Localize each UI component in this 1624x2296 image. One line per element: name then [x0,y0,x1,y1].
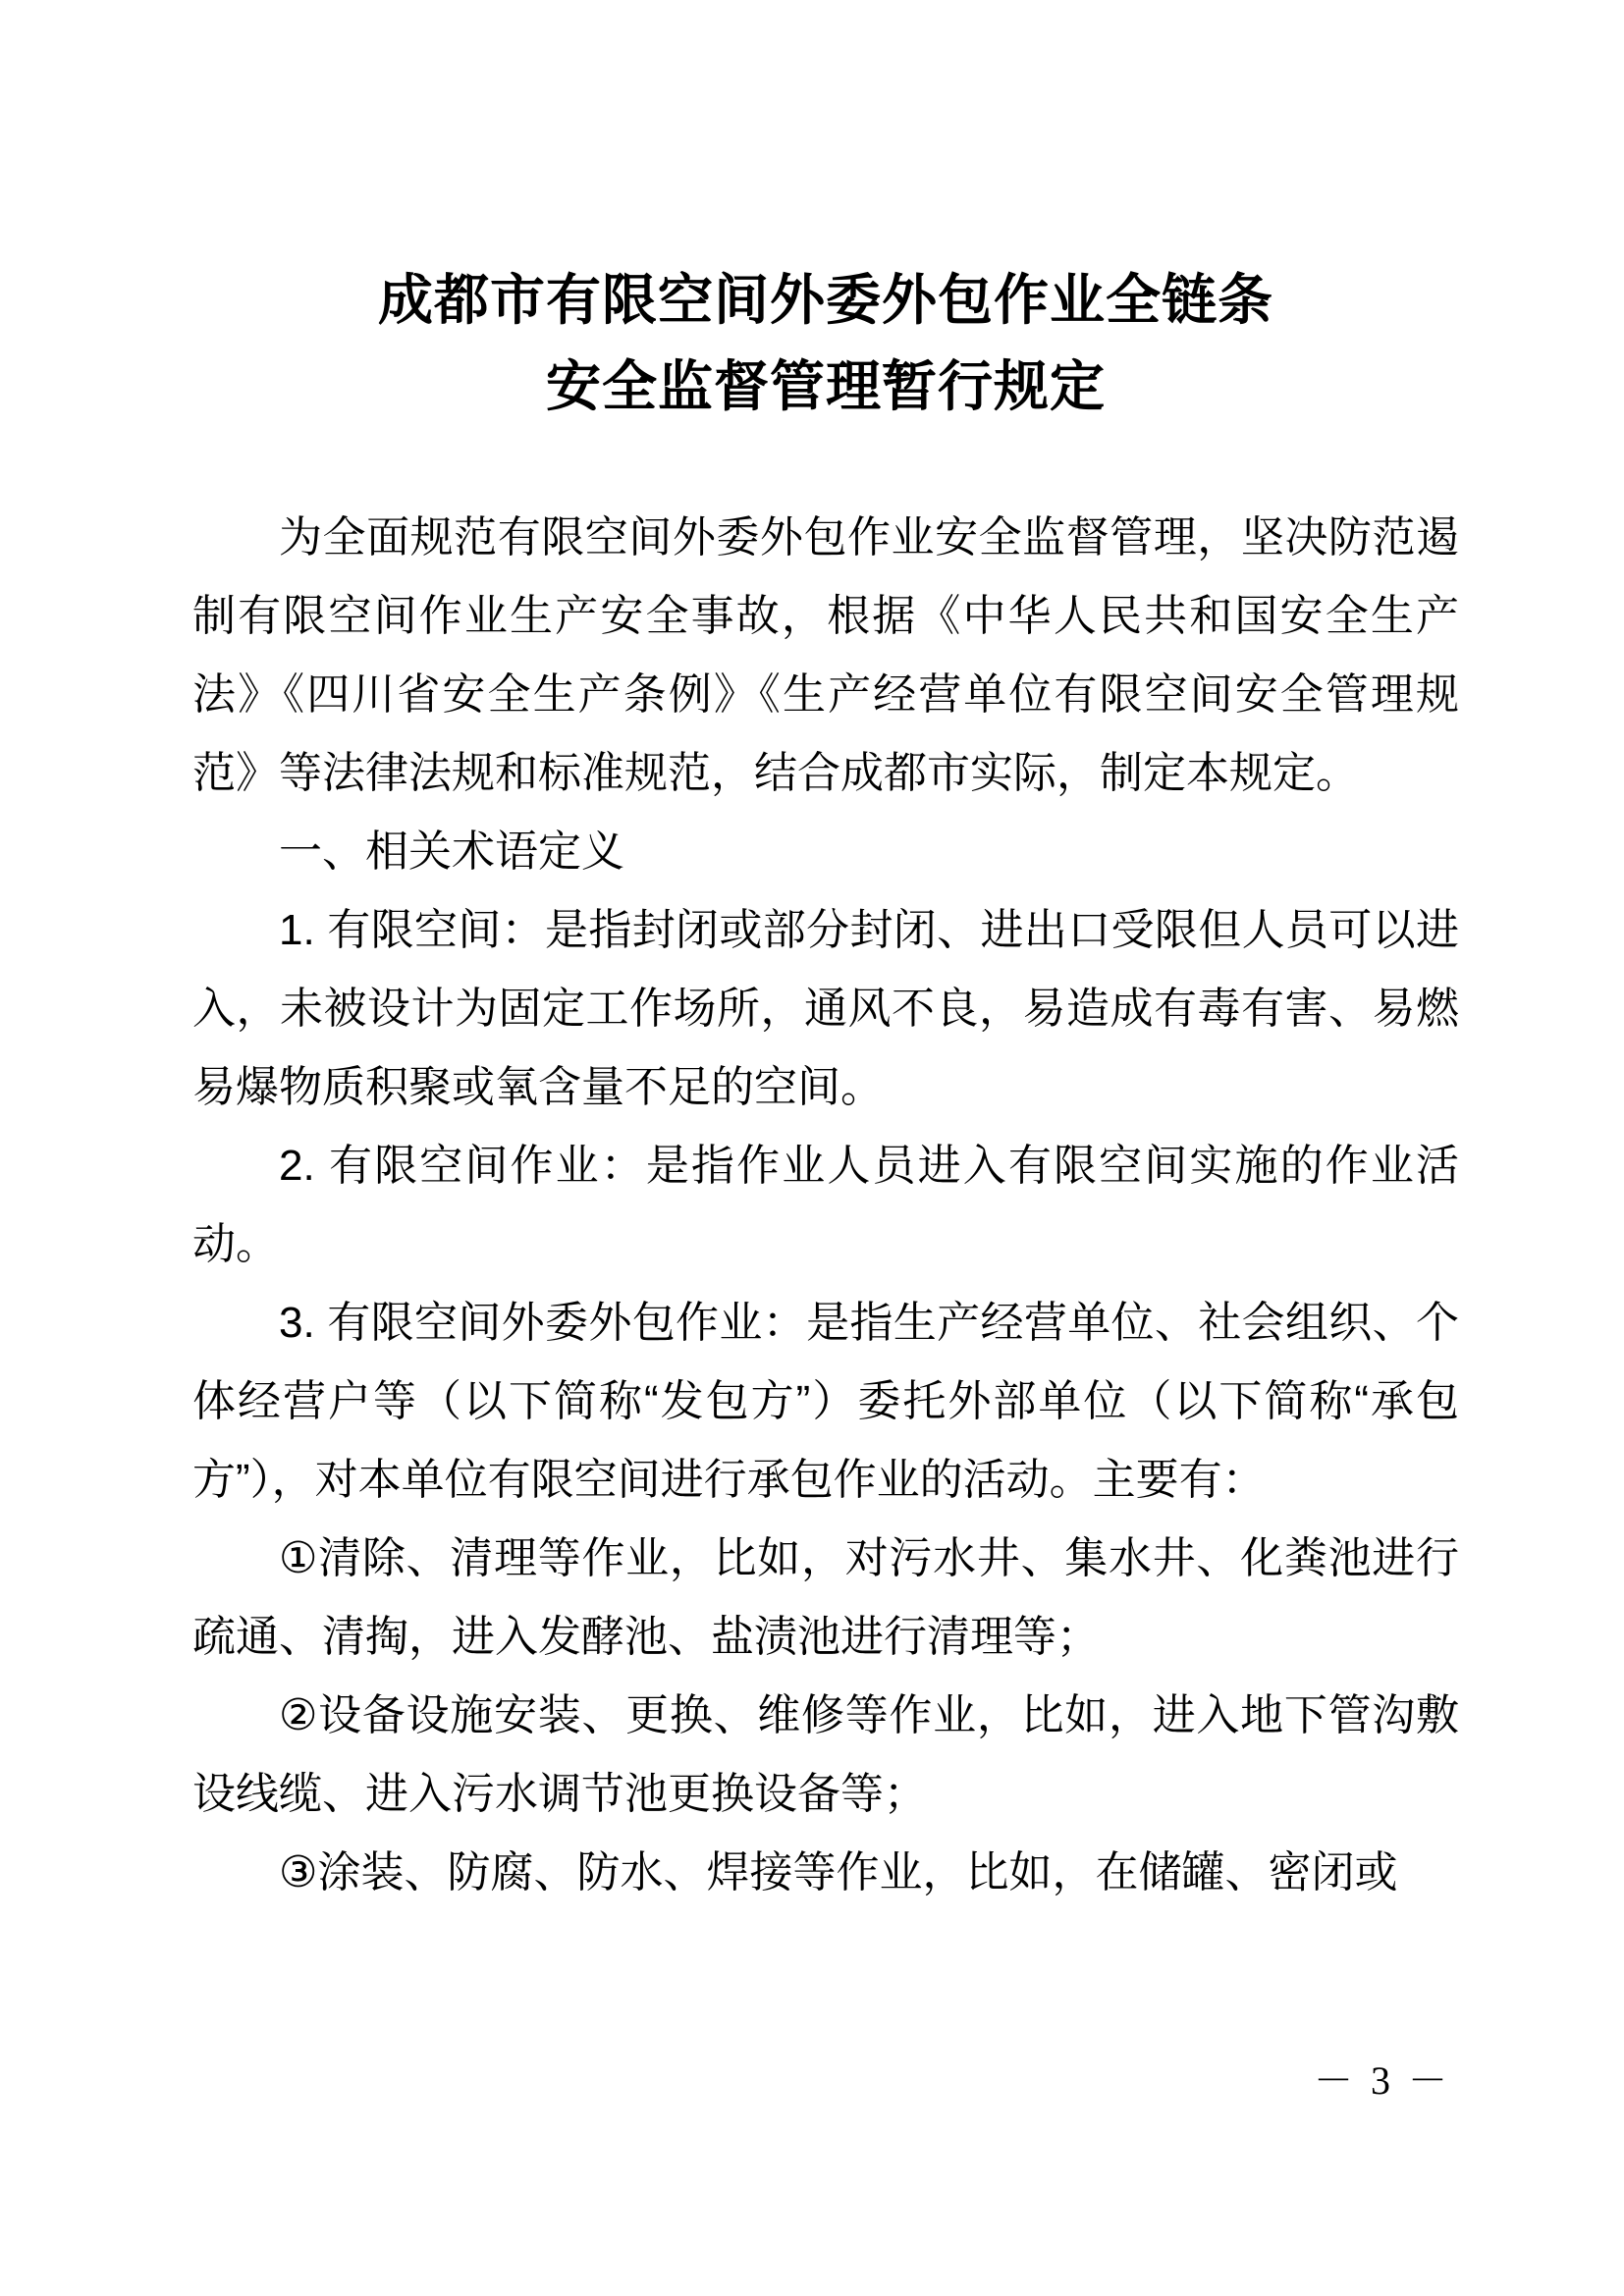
paragraph-term-1: 1. 有限空间：是指封闭或部分封闭、进出口受限但人员可以进入，未被设计为固定工作场所，通风不良，易造成有毒有害、易燃易爆物质积聚或氧含量不足的空间。 [192,906,1459,1111]
paragraph-preamble: 为全面规范有限空间外委外包作业安全监督管理，坚决防范遏制有限空间作业生产安全事故，根据《中华人民共和国安全生产法》《四川省安全生产条例》《生产经营单位有限空间安全管理规范》等法律法规和标准规范，结合成都市实际，制定本规定。 [192,513,1459,797]
title-line-1: 成都市有限空间外委外包作业全链条 [378,269,1273,331]
page-content [192,0,1459,1912]
paragraph-term-3: 3. 有限空间外委外包作业：是指生产经营单位、社会组织、个体经营户等（以下简称“发包方”）委托外部单位（以下简称“承包方”），对本单位有限空间进行承包作业的活动。主要有： [192,1299,1459,1504]
paragraph-item-1: ①清除、清理等作业，比如，对污水井、集水井、化粪池进行疏通、清掏，进入发酵池、盐渍池进行清理等； [192,1534,1459,1661]
paragraph-term-2: 2. 有限空间作业：是指作业人员进入有限空间实施的作业活动。 [192,1142,1459,1268]
title-line-2: 安全监督管理暂行规定 [546,355,1106,417]
page-number: － 3 － [1314,2058,1451,2103]
section-heading-terms: 一、相关术语定义 [279,828,624,876]
paragraph-item-3: ③涂装、防腐、防水、焊接等作业，比如，在储罐、密闭或 [279,1848,1398,1896]
page-title [192,0,1459,430]
document-body [192,499,1459,1912]
paragraph-item-2: ②设备设施安装、更换、维修等作业，比如，进入地下管沟敷设线缆、进入污水调节池更换设备等； [192,1691,1459,1818]
